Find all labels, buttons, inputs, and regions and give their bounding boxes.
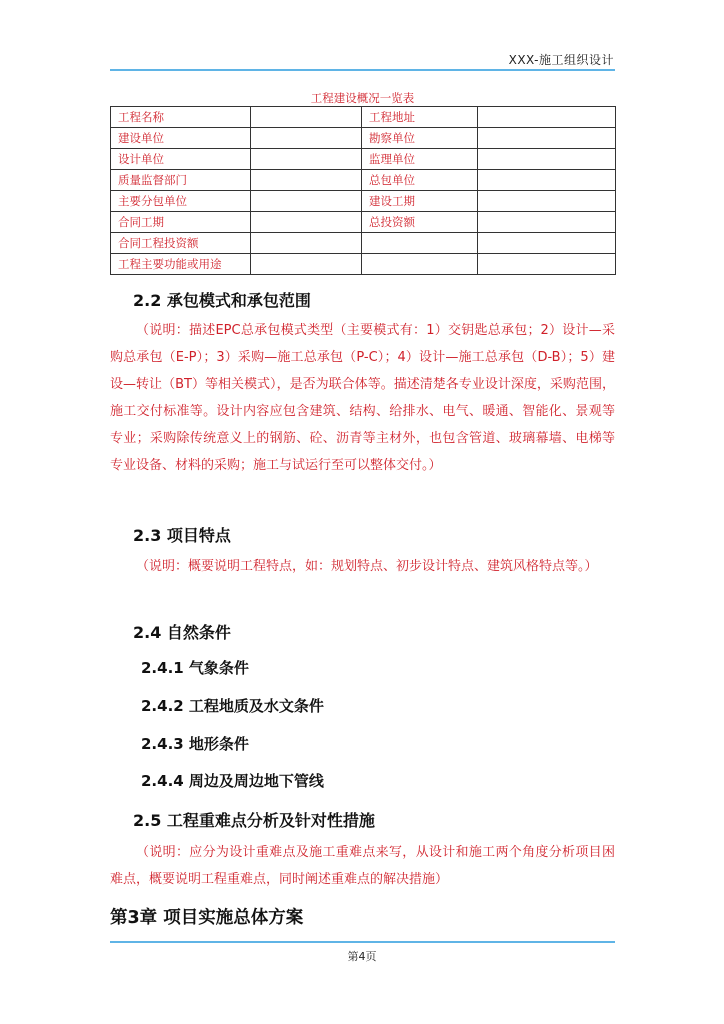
section-2-4-2-heading: 2.4.2 工程地质及水文条件 bbox=[141, 697, 324, 715]
table-cell bbox=[478, 128, 616, 149]
chapter-3-heading: 第3章 项目实施总体方案 bbox=[110, 908, 304, 928]
table-cell: 合同工期 bbox=[111, 212, 251, 233]
section-2-3-note: （说明：概要说明工程特点，如：规划特点、初步设计特点、建筑风格特点等。） bbox=[136, 559, 598, 574]
project-overview-table bbox=[110, 106, 616, 275]
table-cell bbox=[251, 149, 362, 170]
table-row bbox=[111, 191, 616, 212]
table-cell bbox=[251, 128, 362, 149]
table-row bbox=[111, 149, 616, 170]
table-cell bbox=[478, 254, 616, 275]
table-cell: 总投资额 bbox=[362, 212, 478, 233]
table-cell bbox=[478, 191, 616, 212]
section-2-2-heading: 2.2 承包模式和承包范围 bbox=[133, 291, 311, 310]
table-cell bbox=[362, 254, 478, 275]
table-cell bbox=[478, 233, 616, 254]
table-cell: 工程名称 bbox=[111, 107, 251, 128]
table-cell: 监理单位 bbox=[362, 149, 478, 170]
table-cell: 主要分包单位 bbox=[111, 191, 251, 212]
table-row bbox=[111, 128, 616, 149]
table-cell: 勘察单位 bbox=[362, 128, 478, 149]
table-cell: 设计单位 bbox=[111, 149, 251, 170]
table-row bbox=[111, 233, 616, 254]
table-cell bbox=[362, 233, 478, 254]
table-cell: 工程地址 bbox=[362, 107, 478, 128]
table-cell bbox=[251, 212, 362, 233]
header-rule bbox=[110, 69, 615, 71]
table-row bbox=[111, 212, 616, 233]
document-header-title: XXX-施工组织设计 bbox=[508, 53, 614, 67]
table-row bbox=[111, 254, 616, 275]
table-cell bbox=[478, 212, 616, 233]
table-cell bbox=[251, 107, 362, 128]
table-cell bbox=[251, 254, 362, 275]
table-cell: 建设工期 bbox=[362, 191, 478, 212]
section-2-5-note: （说明：应分为设计重难点及施工重难点来写，从设计和施工两个角度分析项目困难点，概要说明工程重难点，同时阐述重难点的解决措施） bbox=[110, 845, 615, 887]
section-2-5-heading: 2.5 工程重难点分析及针对性措施 bbox=[133, 811, 375, 830]
section-2-2-note: （说明：描述EPC总承包模式类型（主要模式有：1）交钥匙总承包；2）设计—采购总承包（E-P）；3）采购—施工总承包（P-C）；4）设计—施工总承包（D-B）；5）建设—转让（BT）等相关模式），是否为联合体等。描述清楚各专业设计深度，采购范围，施工交付标准等。设计内容应包含建筑、结构、给排水、电气、暖通、智能化、景观等专业；采购除传统意义上的钢筋、砼、沥青等主材外，也包含管道、玻璃幕墙、电梯等专业设备、材料的采购；施工与试运行至可以整体交付。） bbox=[110, 323, 615, 473]
table-cell: 总包单位 bbox=[362, 170, 478, 191]
table-cell bbox=[478, 107, 616, 128]
table-cell bbox=[251, 191, 362, 212]
table-cell: 建设单位 bbox=[111, 128, 251, 149]
section-2-4-heading: 2.4 自然条件 bbox=[133, 623, 231, 642]
table-cell bbox=[478, 170, 616, 191]
footer-rule bbox=[110, 941, 615, 943]
table-cell: 工程主要功能或用途 bbox=[111, 254, 251, 275]
section-2-3-heading: 2.3 项目特点 bbox=[133, 526, 231, 545]
table-cell: 合同工程投资额 bbox=[111, 233, 251, 254]
section-2-4-4-heading: 2.4.4 周边及周边地下管线 bbox=[141, 772, 324, 790]
table-row bbox=[111, 170, 616, 191]
project-overview-table-body bbox=[111, 107, 616, 275]
table-caption: 工程建设概况一览表 bbox=[310, 91, 415, 105]
table-cell bbox=[251, 170, 362, 191]
section-2-4-1-heading: 2.4.1 气象条件 bbox=[141, 659, 249, 677]
section-2-4-3-heading: 2.4.3 地形条件 bbox=[141, 735, 249, 753]
page-number: 第4页 bbox=[347, 950, 377, 963]
table-cell: 质量监督部门 bbox=[111, 170, 251, 191]
table-cell bbox=[251, 233, 362, 254]
table-row bbox=[111, 107, 616, 128]
table-cell bbox=[478, 149, 616, 170]
